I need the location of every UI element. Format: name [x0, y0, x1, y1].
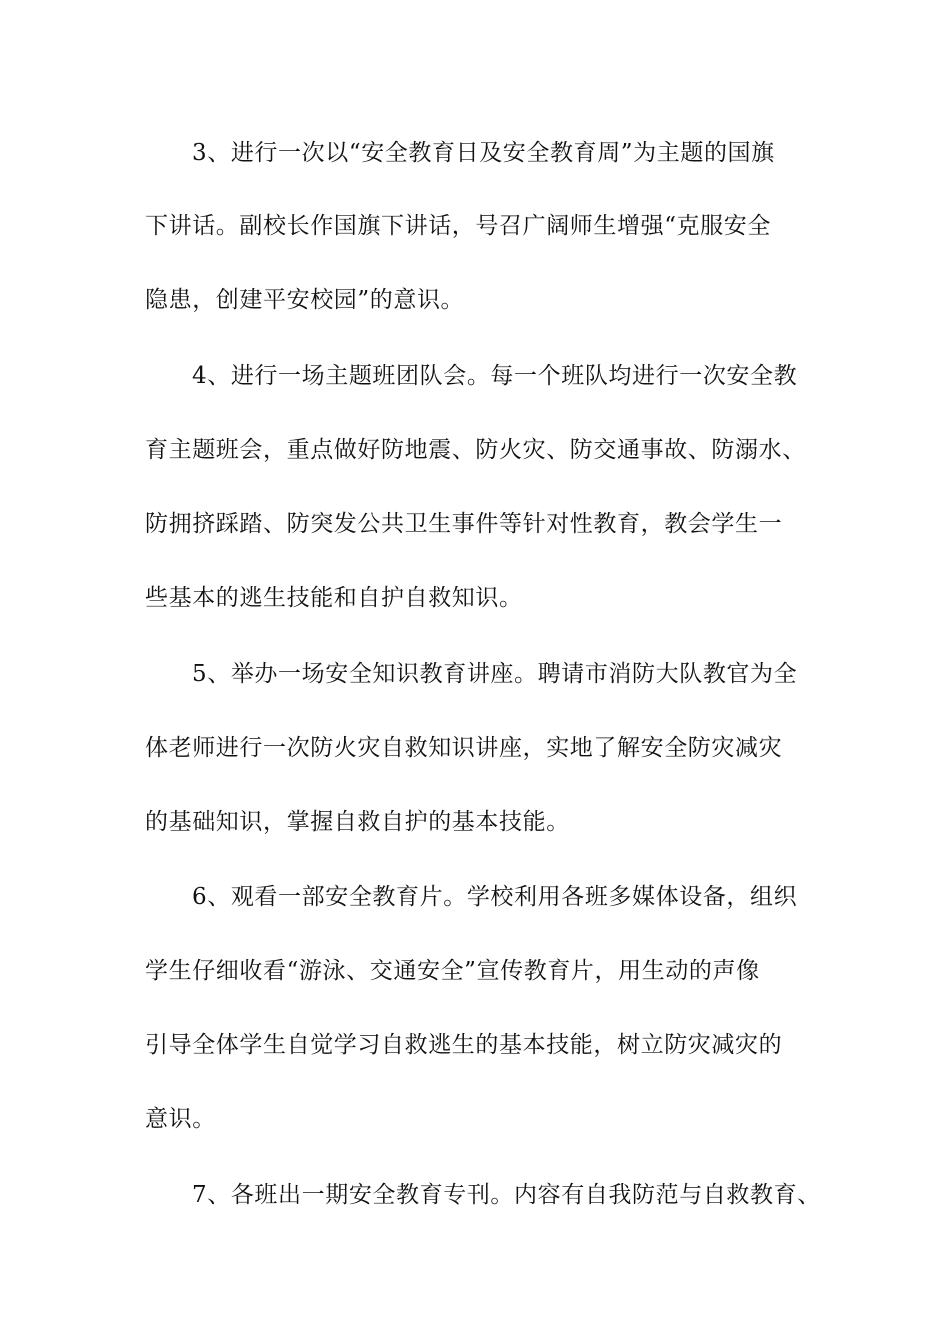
paragraph-5-line-3: 的基础知识，掌握自救自护的基本技能。	[145, 809, 570, 835]
paragraph-6-line-1: 6、观看一部安全教育片。学校利用各班多媒体设备，组织	[192, 884, 798, 910]
paragraph-3-line-1: 3、进行一次以“安全教育日及安全教育周”为主题的国旗	[192, 140, 775, 166]
paragraph-3-line-3: 隐患，创建平安校园”的意识。	[145, 287, 465, 313]
paragraph-4-line-2: 育主题班会，重点做好防地震、防火灾、防交通事故、防溺水、	[145, 437, 806, 463]
paragraph-7-line-1: 7、各班出一期安全教育专刊。内容有自我防范与自救教育、	[192, 1182, 821, 1208]
paragraph-4-line-1: 4、进行一场主题班团队会。每一个班队均进行一次安全教	[192, 363, 798, 389]
paragraph-3-line-2: 下讲话。副校长作国旗下讲话，号召广阔师生增强“克服安全	[145, 213, 771, 239]
paragraph-6-line-2: 学生仔细收看“游泳、交通安全”宣传教育片，用生动的声像	[145, 958, 760, 984]
paragraph-5-line-2: 体老师进行一次防火灾自救知识讲座，实地了解安全防灾减灾	[145, 735, 783, 761]
paragraph-6-line-3: 引导全体学生自觉学习自救逃生的基本技能，树立防灾减灾的	[145, 1032, 783, 1058]
paragraph-5-line-1: 5、举办一场安全知识教育讲座。聘请市消防大队教官为全	[192, 661, 798, 687]
paragraph-6-line-4: 意识。	[145, 1106, 216, 1132]
paragraph-4-line-3: 防拥挤踩踏、防突发公共卫生事件等针对性教育，教会学生一	[145, 511, 783, 537]
paragraph-4-line-4: 些基本的逃生技能和自护自救知识。	[145, 585, 523, 611]
